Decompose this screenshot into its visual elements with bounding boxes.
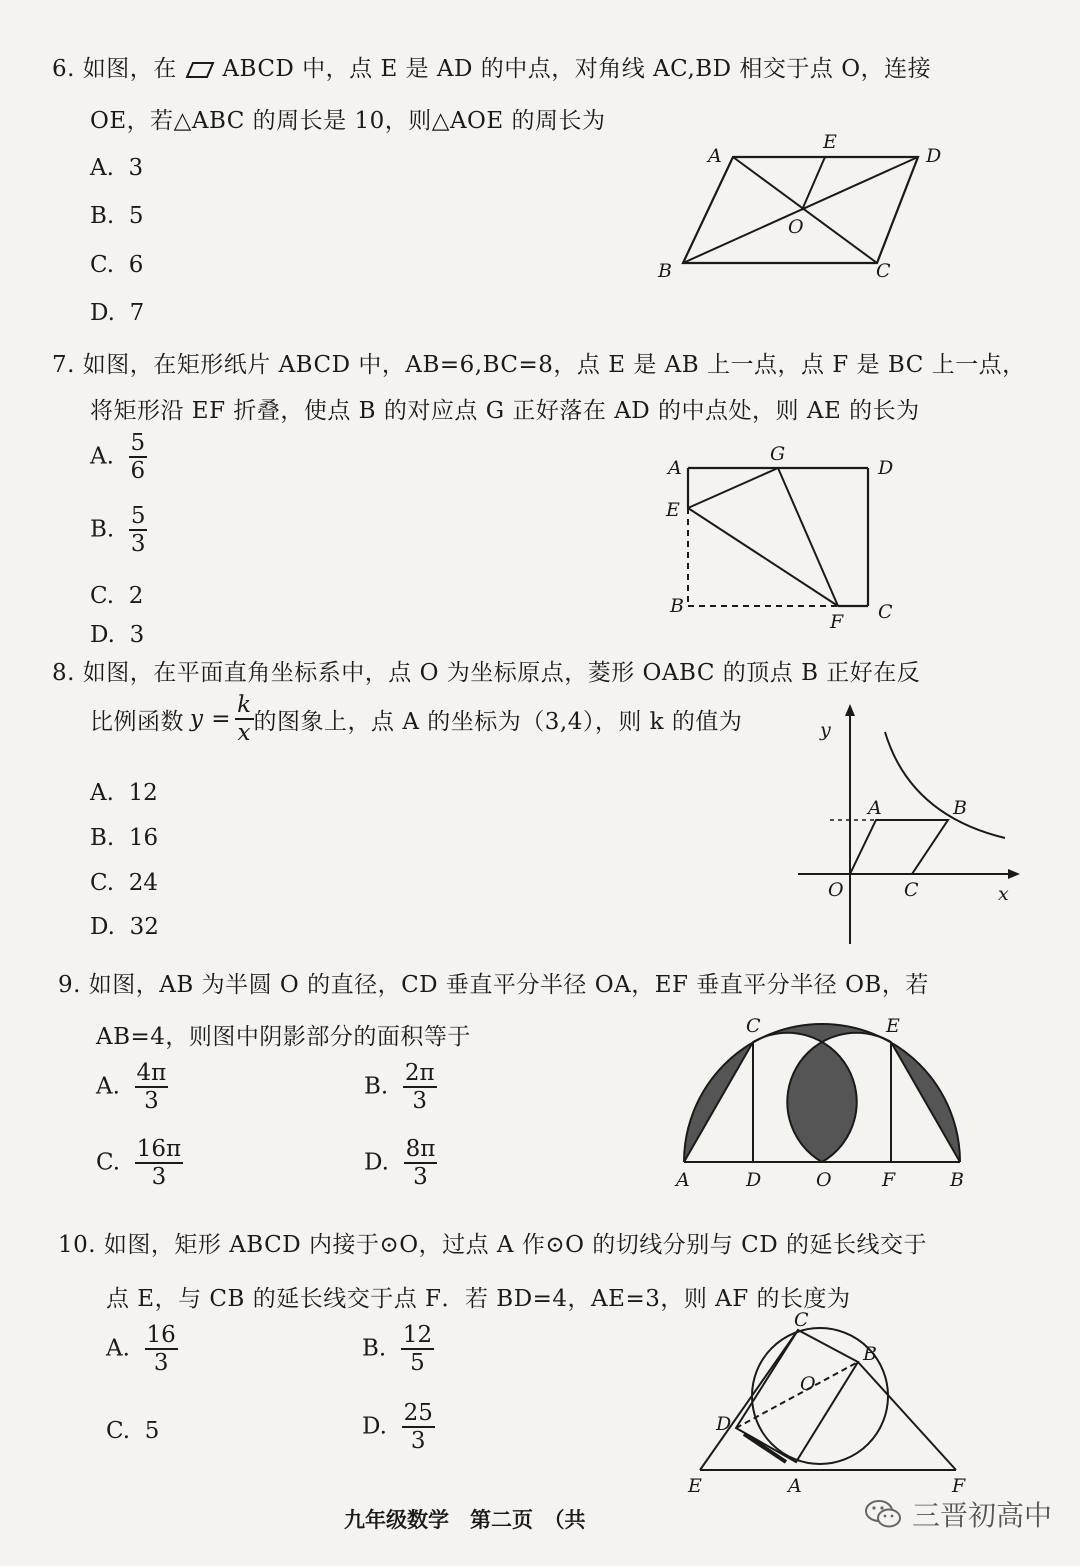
q7-label-e: E (666, 499, 680, 521)
q8-option-c[interactable]: C. 24 (90, 870, 158, 896)
q7-label-b: B (670, 595, 684, 617)
q9-label-c: C (746, 1015, 761, 1037)
q6-label-o: O (788, 216, 804, 238)
q6-option-d[interactable]: D. 7 (90, 300, 145, 326)
q9-option-b[interactable]: B. $\frac{2\pi}{3}$ (364, 1060, 435, 1115)
q8-line2: 比例函数 y = $\frac{k}{x}$ 的图象上，点 A 的坐标为（3,4），则 k 的值为 (90, 692, 743, 747)
q10-number: 10. (58, 1232, 97, 1258)
parallelogram-symbol-icon (185, 61, 215, 79)
q10-line2: 点 E，与 CB 的延长线交于点 F．若 BD=4，AE=3，则 AF 的长度为 (106, 1286, 851, 1312)
q8-label-y: y (820, 719, 831, 741)
q9-label-a: A (676, 1169, 690, 1191)
q10-label-d: D (716, 1413, 732, 1435)
q7-option-a[interactable]: A. $\frac{5}{6}$ (90, 430, 146, 485)
q6-option-c[interactable]: C. 6 (90, 252, 144, 278)
q8-number: 8. (52, 660, 75, 686)
q9-label-f: F (882, 1169, 896, 1191)
q10-label-f: F (952, 1475, 966, 1497)
q8-func-y: y = (190, 706, 232, 733)
q8-line1: 8. 如图，在平面直角坐标系中，点 O 为坐标原点，菱形 OABC 的顶点 B 正好在反 (52, 660, 921, 686)
q10-label-c: C (794, 1309, 809, 1331)
q10-label-e: E (688, 1475, 702, 1497)
q10-label-a: A (788, 1475, 802, 1497)
q6-label-b: B (658, 260, 672, 282)
q10-figure-circle (680, 1309, 1000, 1497)
q8-option-d[interactable]: D. 32 (90, 914, 159, 940)
watermark (864, 1494, 1052, 1534)
q7-label-c: C (878, 601, 893, 623)
q8-option-b[interactable]: B. 16 (90, 825, 159, 851)
q7-option-b[interactable]: B. $\frac{5}{3}$ (90, 503, 146, 558)
q10-option-d[interactable]: D. $\frac{25}{3}$ (362, 1400, 433, 1455)
q6-figure-parallelogram (640, 130, 960, 290)
q7-label-g: G (770, 443, 786, 465)
q10-line1: 10. 如图，矩形 ABCD 内接于⊙O，过点 A 作⊙O 的切线分别与 CD 的延长线交于 (58, 1232, 927, 1258)
q9-figure-semicircle (660, 1010, 980, 1200)
q7-label-d: D (878, 457, 894, 479)
q9-line1: 9. 如图，AB 为半圆 O 的直径，CD 垂直平分半径 OA，EF 垂直平分半径 OB，若 (58, 972, 929, 998)
q9-number: 9. (58, 972, 81, 998)
q9-label-e: E (886, 1015, 900, 1037)
q10-option-b[interactable]: B. $\frac{12}{5}$ (362, 1322, 433, 1377)
page-footer: 九年级数学 第二页 （共 (344, 1507, 586, 1532)
q9-label-d: D (746, 1169, 762, 1191)
q6-label-e: E (823, 131, 837, 153)
q7-number: 7. (52, 352, 75, 378)
q9-line2: AB=4，则图中阴影部分的面积等于 (96, 1024, 471, 1050)
q6-label-c: C (876, 260, 891, 282)
q8-func-fraction: $\frac{k}{x}$ (237, 692, 252, 747)
q6-line2: OE，若△ABC 的周长是 10，则△AOE 的周长为 (90, 108, 606, 134)
q10-option-a[interactable]: A. $\frac{16}{3}$ (106, 1322, 176, 1377)
q7-line2: 将矩形沿 EF 折叠，使点 B 的对应点 G 正好落在 AD 的中点处，则 AE 的长为 (90, 398, 920, 424)
q9-option-d[interactable]: D. $\frac{8\pi}{3}$ (364, 1136, 436, 1191)
q10-option-c[interactable]: C. 5 (106, 1418, 160, 1444)
q7-line1: 7. 如图，在矩形纸片 ABCD 中，AB=6,BC=8，点 E 是 AB 上一点，点 F 是 BC 上一点， (52, 352, 1026, 378)
q8-label-b: B (953, 797, 967, 819)
q7-figure-rectangle (660, 440, 920, 640)
q7-label-a: A (668, 457, 682, 479)
q6-number: 6. (52, 56, 75, 82)
q6-label-a: A (708, 145, 722, 167)
q9-option-c[interactable]: C. $\frac{16\pi}{3}$ (96, 1136, 182, 1191)
q6-label-d: D (926, 145, 942, 167)
q7-option-c[interactable]: C. 2 (90, 583, 144, 609)
q8-label-x: x (998, 883, 1009, 905)
q7-label-f: F (830, 611, 844, 633)
q10-label-o: O (800, 1373, 816, 1395)
q9-label-o: O (816, 1169, 832, 1191)
wechat-icon (864, 1498, 902, 1530)
q8-label-c: C (904, 879, 919, 901)
q6-line1: 6. 如图，在 ABCD 中，点 E 是 AD 的中点，对角线 AC,BD 相交于点 O，连接 (52, 56, 932, 82)
q6-option-b[interactable]: B. 5 (90, 203, 144, 229)
q8-figure-coordinate (790, 700, 1030, 950)
q7-option-d[interactable]: D. 3 (90, 622, 145, 648)
q8-label-a: A (868, 797, 882, 819)
q8-label-o: O (828, 879, 844, 901)
q10-label-b: B (863, 1343, 877, 1365)
q9-option-a[interactable]: A. $\frac{4\pi}{3}$ (96, 1060, 167, 1115)
watermark-text: 三晋初高中 (912, 1499, 1053, 1532)
q9-label-b: B (950, 1169, 964, 1191)
q8-option-a[interactable]: A. 12 (90, 780, 158, 806)
q6-option-a[interactable]: A. 3 (90, 155, 144, 181)
